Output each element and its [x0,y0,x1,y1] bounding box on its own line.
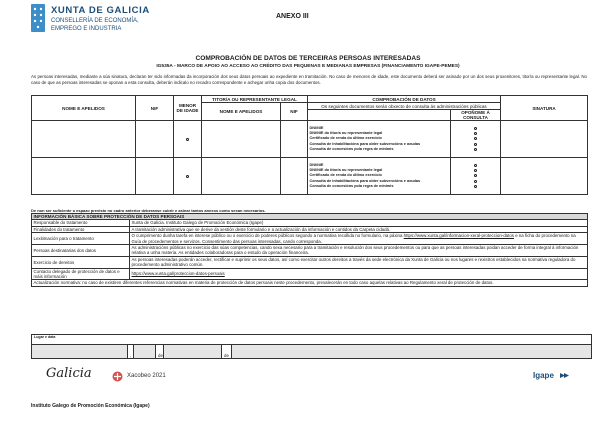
tutor-name-cell[interactable] [202,158,281,195]
dp-label: Responsable do tratamento [32,220,130,226]
igape-logo-text: Igape [533,371,554,380]
document-list [308,121,451,158]
doc-item: Consulta de inhabilitacións para obter subvencións e axudas [309,178,421,183]
dp-label: Contacto delegado de protección de datos e máis información [32,268,130,280]
col-oppose-header: OPOÑOME Á CONSULTA [451,110,501,121]
doc-item: DNI/NIE [309,126,324,131]
dept-line-2: EMPREGO E INDUSTRIA [51,26,122,32]
interested-persons-table [31,95,588,195]
col-tutor-name-header: NOME E APELIDOS [202,103,281,121]
signature-cell[interactable] [501,158,588,195]
oppose-checkbox[interactable] [474,127,477,130]
table-row [32,268,588,280]
header [31,4,591,44]
table-row [32,256,588,268]
col-name-header: NOME E APELIDOS [32,96,136,121]
doc-item: Consulta de inhabilitacións para obter subvencións e axudas [309,141,421,146]
doc-item: DNI/NIE [309,163,324,168]
minor-checkbox[interactable] [186,138,189,141]
day-input[interactable] [134,345,156,359]
oppose-checkboxes [451,158,501,195]
col-check-subheader: Os seguintes documentos serán obxecto de consulta ás administracións públicas [308,103,501,110]
oppose-checkbox[interactable] [474,185,477,188]
org-name: XUNTA DE GALICIA [51,5,150,16]
place-date-table [31,334,592,359]
minor-checkbox[interactable] [186,175,189,178]
signature-cell[interactable] [501,121,588,158]
oppose-checkbox[interactable] [474,137,477,140]
doc-item: Consulta de concesións pola regra de minimis [309,146,394,151]
dp-text: O cumprimento dunha tarefa en interese público ou o exercicio de poderes públicos segundo a normativa recollida no formulario, na páxina [131,233,403,239]
dp-label: Finalidades do tratamento [32,226,130,232]
dp-text-with-link [130,233,588,245]
doc-item: DNI/NIE do titor/a ou representante legal [309,131,383,136]
month-input[interactable] [164,345,222,359]
dp-text: As persoas interesadas poderán acceder, rectificar e suprimir os seus datos, así como exercitar outros dereitos a través da sede electrónica da Xunta de Galicia ou nos lugares e rexistros establecidos na normativa reguladora do procedemento administrativo común. [130,256,588,268]
tutor-name-cell[interactable] [202,121,281,158]
tutor-nif-cell[interactable] [281,121,308,158]
de-label-1: de [156,345,164,359]
galicia-logo: Galicia [46,366,92,381]
person-nif-cell[interactable] [136,158,174,195]
minor-checkbox-cell[interactable] [174,121,202,158]
place-input[interactable] [32,345,128,359]
minor-checkbox-cell[interactable] [174,158,202,195]
doc-item: Consulta de concesións pola regra de minimis [309,183,394,188]
col-signature-header: SINATURA [501,96,588,121]
person-nif-cell[interactable] [136,121,174,158]
intro-text: As persoas interesadas, mediante a súa sinatura, declaran ter sido informadas da incorporación dos seus datos persoais ao expediente en tramitación. No caso de menores de idade, este documento deberá ser asinado por un dos seus proxenitores, titor/a ou representante legal. No caso de que as persoas interesadas se oponan a esta consulta, deberán indicalo no recadro correspondente e achegar unha copia dos documentos. [31,74,587,85]
document-list [308,158,451,195]
oppose-checkbox[interactable] [474,180,477,183]
dp-label: Persoas destinatarias dos datos [32,245,130,257]
normative-update: Actualización normativa: no caso de existiren diferentes referencias normativas en materia de protección de datos persoais neste procedemento, prevalecerán en todo caso aquelas relativas ao Regulamento xeral de protección de datos. [32,280,588,286]
person-name-cell[interactable] [32,121,136,158]
xacobeo-logo-text: Xacobeo 2021 [127,373,166,379]
oppose-checkbox[interactable] [474,164,477,167]
annex-label: ANEXO III [276,13,309,20]
oppose-checkbox[interactable] [474,174,477,177]
space-note: De non ser suficiente o espazo previsto no cadro anterior deberanse cubrir e asinar tantos anexos como sexan necesarios. [31,208,266,213]
doc-item: Certificado de renda do último exercicio [309,173,382,178]
col-check-header: COMPROBACIÓN DE DATOS [308,96,501,103]
table-row [32,158,588,195]
place-date-label: Lugar e data [32,335,592,345]
oppose-checkbox[interactable] [474,143,477,146]
col-tutor-header: TITOR/A OU REPRESENTANTE LEGAL [202,96,308,103]
comma-label: , [128,345,134,359]
oppose-checkbox[interactable] [474,169,477,172]
oppose-checkbox[interactable] [474,148,477,151]
igape-arrow-icon [560,372,570,379]
xacobeo-logo-icon [112,371,123,382]
dp-text: A tramitación administrativa que se derive da xestión deste formulario e a actualización da información e contidos da Carpeta cidadá. [130,226,588,232]
form-title: COMPROBACIÓN DE DATOS DE TERCEIRAS PERSOAS INTERESADAS [195,55,421,62]
dp-text: As administracións públicas no exercicio das súas competencias, cando sexa necesario para a tramitación e resolución dos seus procedementos ou para que as persoas interesadas poidan acceder de forma integral á información relativa a unha materia. As entidades colaboradoras para o estudo da operación financeira. [130,245,588,257]
col-minor-header: MENOR DE IDADE [174,96,202,121]
data-protection-heading: INFORMACIÓN BÁSICA SOBRE PROTECCIÓN DE DATOS PERSOAIS [32,214,588,220]
tutor-nif-cell[interactable] [281,158,308,195]
data-protection-link[interactable]: https://www.xunta.gal/proteccion-datos-persoais [131,271,225,277]
doc-item: Certificado de renda do último exercicio [309,136,382,141]
dp-text: Xunta de Galicia. Instituto Galego de Promoción Económica (Igape) [130,220,588,226]
dp-text-after: e na ficha do procedemento na Guía de procedementos e servizos. Consentimento das persoas interesadas, cando corresponda. [131,233,576,244]
person-name-cell[interactable] [32,158,136,195]
col-nif-header: NIF [136,96,174,121]
legal-info-link[interactable]: https://www.xunta.gal/informacion-xeral-proteccion-datos [403,233,514,239]
dept-line-1: CONSELLERÍA DE ECONOMÍA, [51,18,139,24]
doc-list-header [308,110,451,121]
table-row [32,233,588,245]
de-label-2: de [222,345,232,359]
year-input[interactable] [232,345,592,359]
table-row [32,121,588,158]
table-row [32,245,588,257]
col-tutor-nif-header: NIF [281,103,308,121]
dp-label: Exercicio de dereitos [32,256,130,268]
data-protection-table [31,213,588,287]
doc-item: DNI/NIE do titor/a ou representante legal [309,168,383,173]
oppose-checkbox[interactable] [474,132,477,135]
form-subtitle: IG535A - MARCO DE APOIO AO ACCESO AO CRÉDITO DAS PEQUENAS E MEDIANAS EMPRESAS (FINANCIAMENTO IGAPE-PEMES) [156,64,460,69]
xunta-shield-icon [31,4,45,32]
dp-label: Lexitimación para o tratamento [32,233,130,245]
footer-institute: Instituto Galego de Promoción Económica (Igape) [31,403,150,409]
oppose-checkboxes [451,121,501,158]
